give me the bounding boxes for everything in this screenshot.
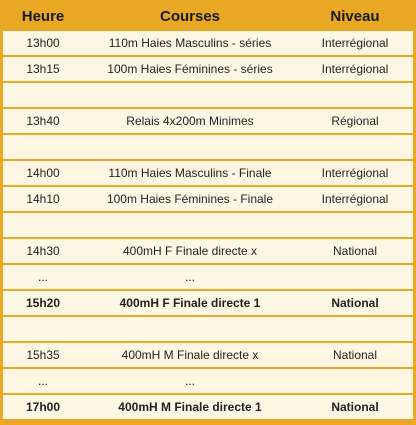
cell-time [3,213,83,237]
table-row [3,187,413,211]
cell-course: 100m Haies Féminines - séries [83,57,297,81]
table-row [3,135,413,159]
cell-level: National [297,291,413,315]
cell-time: 14h00 [3,161,83,185]
cell-level: Interrégional [297,161,413,185]
table-row [3,57,413,81]
cell-level: National [297,343,413,367]
cell-level: Interrégional [297,57,413,81]
cell-level [297,265,413,289]
table-row [3,317,413,341]
cell-level: Régional [297,109,413,133]
cell-time: 13h00 [3,31,83,55]
cell-course: 400mH M Finale directe x [83,343,297,367]
cell-course: ... [83,369,297,393]
cell-time: 17h00 [3,395,83,419]
cell-course: 110m Haies Masculins - Finale [83,161,297,185]
cell-time: 15h20 [3,291,83,315]
table-row [3,239,413,263]
cell-level [297,213,413,237]
cell-level [297,317,413,341]
cell-course [83,83,297,107]
cell-course: 400mH M Finale directe 1 [83,395,297,419]
table-row [3,265,413,289]
cell-time: ... [3,265,83,289]
cell-time: 15h35 [3,343,83,367]
cell-time [3,317,83,341]
cell-course: 100m Haies Féminines - Finale [83,187,297,211]
table-row [3,369,413,393]
table-row [3,343,413,367]
cell-course [83,213,297,237]
cell-time: 13h15 [3,57,83,81]
cell-course: 400mH F Finale directe 1 [83,291,297,315]
cell-course: 110m Haies Masculins - séries [83,31,297,55]
cell-course: 400mH F Finale directe x [83,239,297,263]
header-level: Niveau [330,7,380,25]
cell-course: Relais 4x200m Minimes [83,109,297,133]
cell-time: ... [3,369,83,393]
cell-level [297,83,413,107]
cell-level: Interrégional [297,187,413,211]
table-row [3,213,413,237]
schedule-grid [3,1,413,421]
table-row [3,161,413,185]
table-row [3,395,413,419]
cell-time: 14h10 [3,187,83,211]
cell-course [83,135,297,159]
cell-level: National [297,395,413,419]
table-row [3,31,413,55]
cell-time [3,83,83,107]
header-row [3,3,413,29]
cell-course [83,317,297,341]
table-row [3,291,413,315]
cell-level [297,369,413,393]
header-time: Heure [21,7,65,25]
cell-course: ... [83,265,297,289]
table-row [3,109,413,133]
cell-time: 14h30 [3,239,83,263]
header-course: Courses [159,7,221,25]
cell-time [3,135,83,159]
cell-level [297,135,413,159]
cell-level: National [297,239,413,263]
cell-time: 13h40 [3,109,83,133]
table-row [3,83,413,107]
cell-level: Interrégional [297,31,413,55]
